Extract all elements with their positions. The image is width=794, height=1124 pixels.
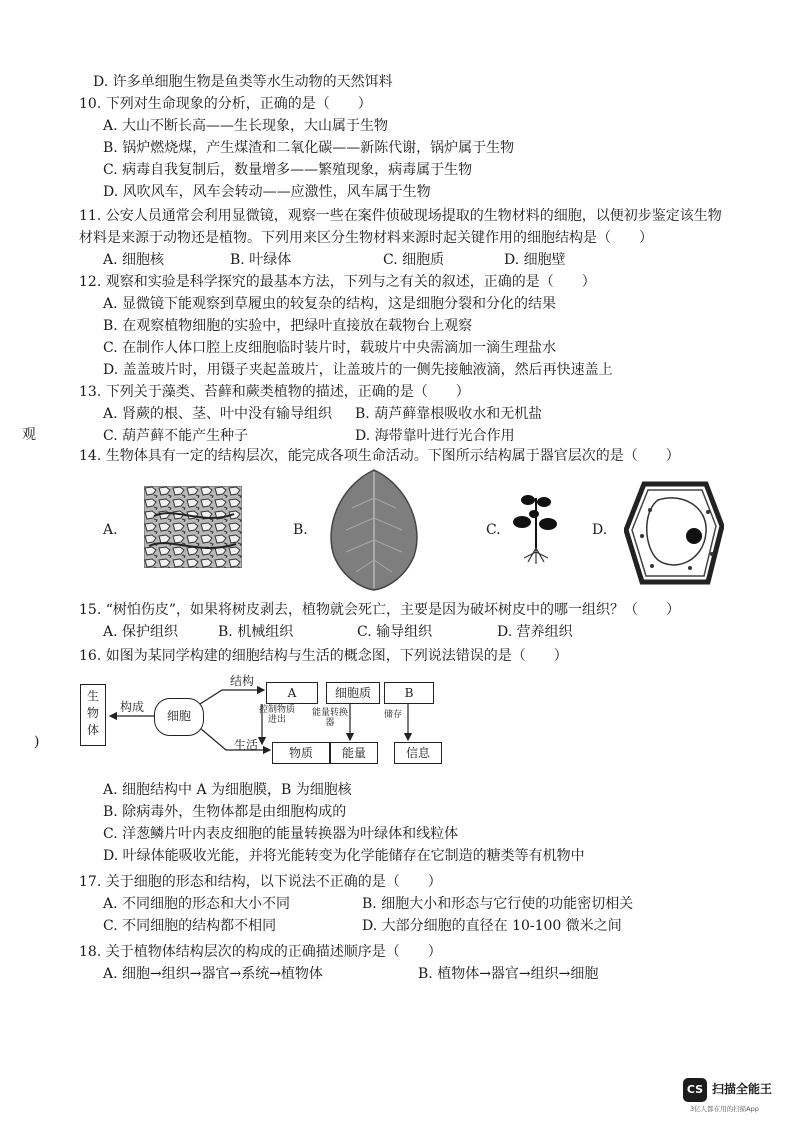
answer-option: B. 机械组织 <box>218 624 294 640</box>
answer-option: D. 细胞壁 <box>504 252 566 268</box>
control-label: 控制物质进出 <box>258 705 295 725</box>
text-line: B. 在观察植物细胞的实验中，把绿叶直接放在载物台上观察 <box>103 318 473 334</box>
text-line: D. 风吹风车，风车会转动——应激性，风车属于生物 <box>103 184 431 200</box>
margin-mark-1: 观 <box>22 427 36 443</box>
text-line: C. 在制作人体口腔上皮细胞临时装片时，载玻片中央需滴加一滴生理盐水 <box>103 340 557 356</box>
energy-box <box>330 742 378 764</box>
answer-option: D. 营养组织 <box>497 624 573 640</box>
matter-box <box>272 742 330 764</box>
scanner-app-name: 扫描全能王 <box>712 1082 773 1096</box>
text-line: 14. 生物体具有一定的结构层次，能完成各项生命活动。下图所示结构属于器官层次的是（ ） <box>79 448 680 464</box>
scanner-tagline: 3亿人都在用的扫描App <box>690 1105 759 1113</box>
q14-label-d: D. <box>592 522 608 538</box>
matter-label: 物质 <box>288 746 313 760</box>
compose-label: 构成 <box>120 700 145 714</box>
text-line: 10. 下列对生命现象的分析，正确的是（ ） <box>79 96 372 112</box>
text-line: D. 许多单细胞生物是鱼类等水生动物的天然饵料 <box>93 74 393 90</box>
information-box <box>394 742 442 764</box>
text-line: A. 细胞结构中 A 为细胞膜，B 为细胞核 <box>103 782 352 798</box>
text-line: 13. 下列关于藻类、苔藓和蕨类植物的描述，正确的是（ ） <box>79 384 470 400</box>
text-line: A. 大山不断长高——生长现象，大山属于生物 <box>103 118 389 134</box>
text-line: 11. 公安人员通常会利用显微镜，观察一些在案件侦破现场提取的生物材料的细胞，以便初步鉴定该生物 <box>79 208 722 224</box>
cell-box <box>154 698 204 736</box>
energy-converter-label: 能量转换器 <box>311 708 348 728</box>
text-line: 18. 关于植物体结构层次的构成的正确描述顺序是（ ） <box>79 944 442 960</box>
q14-label-c: C. <box>486 522 501 538</box>
text-line: A. 显微镜下能观察到草履虫的较复杂的结构，这是细胞分裂和分化的结果 <box>103 296 557 312</box>
text-line: B. 除病毒外，生物体都是由细胞构成的 <box>103 804 347 820</box>
answer-option: A. 细胞核 <box>103 252 165 268</box>
answer-option: A. 肾蕨的根、茎、叶中没有输导组织 <box>103 406 333 422</box>
margin-mark-2: ) <box>34 734 40 750</box>
information-label: 信息 <box>405 746 430 760</box>
energy-label: 能量 <box>341 746 366 760</box>
cytoplasm-label: 细胞质 <box>334 686 371 700</box>
text-line: 12. 观察和实验是科学探究的最基本方法，下列与之有关的叙述，正确的是（ ） <box>79 274 596 290</box>
q14-label-b: B. <box>293 522 308 538</box>
answer-option: C. 细胞质 <box>383 252 445 268</box>
organism-label: 生物体 <box>86 689 99 737</box>
answer-option: B. 叶绿体 <box>230 252 292 268</box>
answer-option: D. 大部分细胞的直径在 10-100 微米之间 <box>362 918 622 934</box>
text-line: B. 锅炉燃烧煤，产生煤渣和二氧化碳——新陈代谢，锅炉属于生物 <box>103 140 515 156</box>
storage-label: 储存 <box>383 710 402 720</box>
answer-option: C. 不同细胞的结构都不相同 <box>103 918 277 934</box>
cytoplasm-box <box>326 682 380 704</box>
structure-label: 结构 <box>230 674 255 688</box>
answer-option: A. 保护组织 <box>103 624 179 640</box>
box-a-label: A <box>287 686 297 700</box>
box-b-label: B <box>404 686 414 700</box>
organism-box <box>80 684 106 746</box>
answer-option: A. 不同细胞的形态和大小不同 <box>103 896 291 912</box>
text-line: C. 病毒自我复制后，数量增多——繁殖现象，病毒属于生物 <box>103 162 473 178</box>
answer-option: A. 细胞→组织→器官→系统→植物体 <box>103 966 323 982</box>
text-line: 材料是来源于动物还是植物。下列用来区分生物材料来源时起关键作用的细胞结构是（ ） <box>79 230 653 246</box>
answer-option: B. 植物体→器官→组织→细胞 <box>418 966 599 982</box>
cell-label: 细胞 <box>166 709 191 723</box>
text-line: C. 洋葱鳞片叶内表皮细胞的能量转换器为叶绿体和线粒体 <box>103 826 459 842</box>
box-b <box>384 682 434 704</box>
q14-label-a: A. <box>103 522 118 538</box>
text-line: 16. 如图为某同学构建的细胞结构与生活的概念图，下列说法错误的是（ ） <box>79 648 568 664</box>
scanner-logo: CS <box>683 1078 707 1102</box>
answer-option: D. 海带靠叶进行光合作用 <box>355 428 515 444</box>
box-a <box>266 682 318 704</box>
answer-option: C. 输导组织 <box>357 624 433 640</box>
answer-option: B. 葫芦藓靠根吸收水和无机盐 <box>355 406 543 422</box>
text-line: D. 叶绿体能吸收光能，并将光能转变为化学能储存在它制造的糖类等有机物中 <box>103 848 585 864</box>
text-line: 17. 关于细胞的形态和结构，以下说法不正确的是（ ） <box>79 874 442 890</box>
life-label: 生活 <box>234 738 259 752</box>
text-line: D. 盖盖玻片时，用镊子夹起盖玻片，让盖玻片的一侧先接触液滴，然后再快速盖上 <box>103 362 613 378</box>
answer-option: B. 细胞大小和形态与它行使的功能密切相关 <box>362 896 634 912</box>
text-line: 15. “树怕伤皮”，如果将树皮剥去，植物就会死亡，主要是因为破坏树皮中的哪一组织？（ ） <box>79 602 681 618</box>
answer-option: C. 葫芦藓不能产生种子 <box>103 428 249 444</box>
